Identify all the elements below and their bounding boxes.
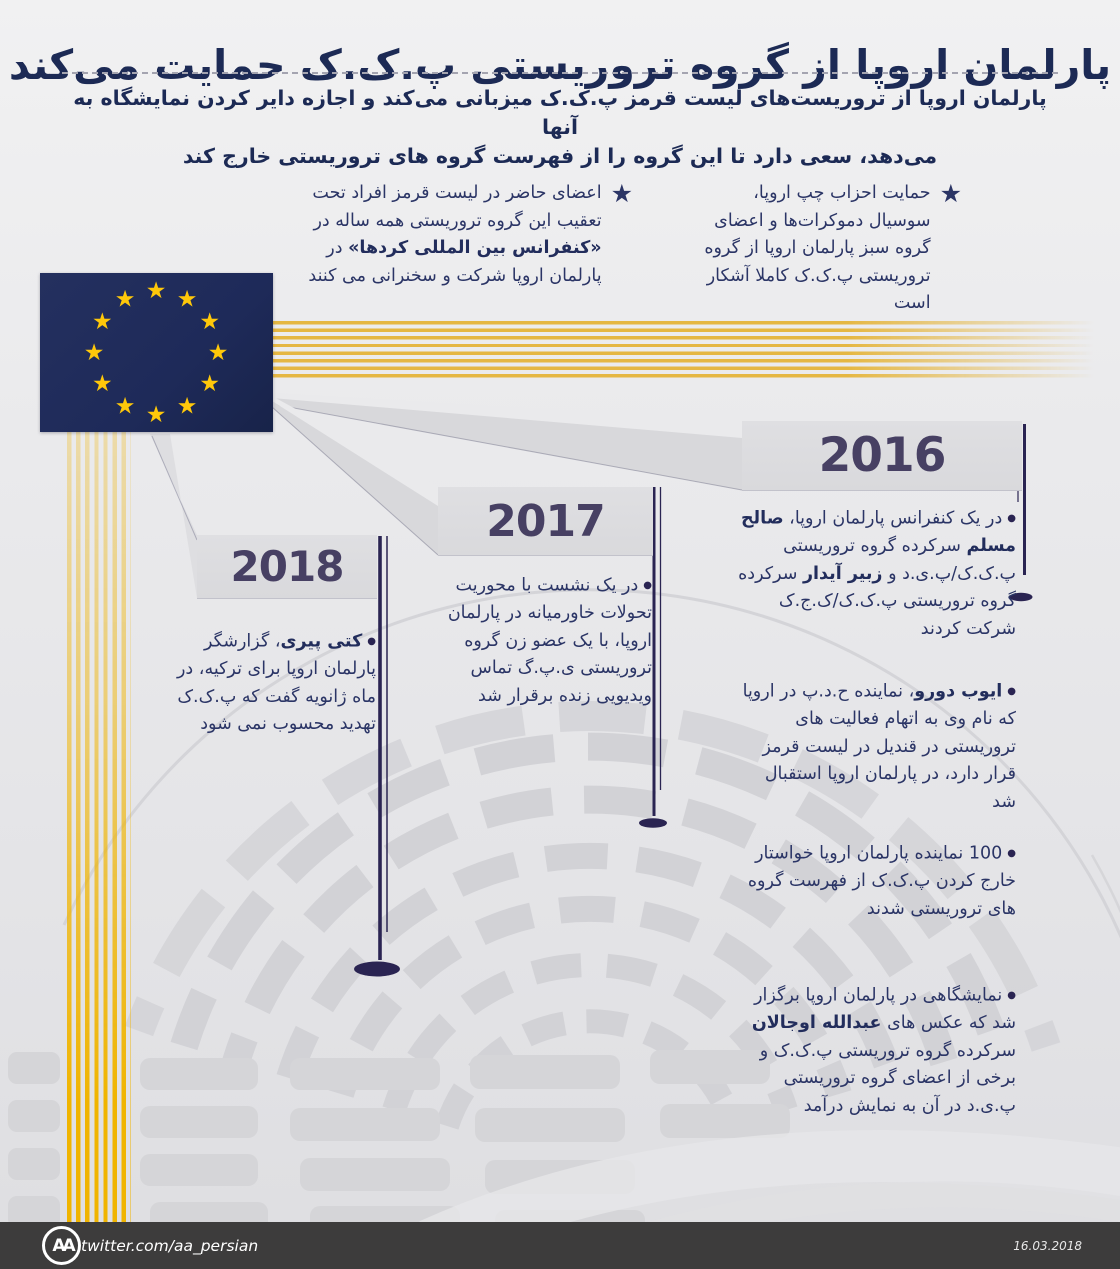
bullet-icon: ● bbox=[367, 636, 376, 647]
star-bullet-icon: ★ bbox=[610, 179, 633, 208]
twitter-handle: twitter.com/aa_persian bbox=[81, 1236, 259, 1255]
anadolu-agency-logo bbox=[42, 1226, 81, 1265]
horizontal-gold-stripes bbox=[272, 321, 1094, 382]
beam-2018 bbox=[150, 434, 197, 598]
eu-flag: ★ ★ ★ ★ ★ ★ ★ ★ ★ ★ ★ ★ bbox=[40, 273, 273, 432]
vertical-gold-stripes bbox=[67, 430, 131, 1222]
publish-date: 16.03.2018 bbox=[1013, 1238, 1082, 1253]
page-title: پارلمان اروپا از گروه تروریستی پ.ک.ک حمایت می‌کند bbox=[8, 41, 1112, 90]
timeline-item-2016-1: ●در یک کنفرانس پارلمان اروپا، صالح مسلم سرکرده گروه تروریستی پ.ک.ک/پ.ی.د و زبیر آیدار سرکرده گروه تروریستی پ.ک.ک/ک.ج.ک شرکت کردند bbox=[738, 508, 1016, 639]
year-box-2016 bbox=[742, 421, 1022, 491]
year-box-2017 bbox=[438, 487, 653, 556]
year-label: 2017 bbox=[486, 495, 605, 547]
bullet-icon: ● bbox=[1007, 990, 1016, 1001]
highlight-text: حمایت احزاب چپ اروپا، سوسیال دموکرات‌ها و اعضای گروه سبز پارلمان اروپا از گروه تروریستی پ.ک.ک کاملا آشکار است bbox=[704, 183, 931, 313]
year-box-2018 bbox=[197, 535, 377, 599]
timeline-item-2016-4: ●نمایشگاهی در پارلمان اروپا برگزار شد که عکس های عبدالله اوجالان سرکرده گروه تروریستی پ.ک.ک و برخی از اعضای گروه تروریستی پ.ی.د در آن به نمایش درآمد bbox=[751, 985, 1016, 1116]
subtitle-line-2: می‌دهد، سعی دارد تا این گروه را از فهرست گروه های تروریستی خارج کند bbox=[182, 144, 938, 168]
timeline-item-2017-1: ●در یک نشست با محوریت تحولات خاورمیانه در پارلمان اروپا، با یک عضو زن گروه تروریستی ی.پ.گ تماس ویدیویی زنده برقرار شد bbox=[447, 575, 652, 706]
year-label: 2018 bbox=[230, 542, 344, 591]
bullet-icon: ● bbox=[643, 580, 652, 591]
footer-bar bbox=[0, 1222, 1120, 1269]
timeline-item-2016-3: ●100 نماینده پارلمان اروپا خواستار خارج کردن پ.ک.ک از فهرست گروه های تروریستی شدند bbox=[747, 843, 1016, 919]
page-subtitle bbox=[60, 84, 1060, 171]
star-bullet-icon: ★ bbox=[939, 179, 962, 208]
highlight-left-parties bbox=[690, 180, 962, 318]
timeline-item-2016-2: ●ایوب دورو، نماینده ح.د.پ در اروپا که نام وی به اتهام فعالیت های تروریستی در قندیل در لیست قرمز قرار دارد، در پارلمان اروپا استقبال شد bbox=[742, 681, 1016, 812]
bullet-icon: ● bbox=[1007, 686, 1016, 697]
bullet-icon: ● bbox=[1007, 848, 1016, 859]
timeline-item-2018-1: ●کتی پیری، گزارشگر پارلمان اروپا برای ترکیه، در ماه ژانویه گفت که پ.ک.ک تهدید محسوب نمی شود bbox=[176, 631, 376, 734]
highlight-text: اعضای حاضر در لیست قرمز افراد تحت تعقیب این گروه تروریستی همه ساله در «کنفرانس بین المللی کردها» در پارلمان اروپا شرکت و سخنرانی می کنند bbox=[308, 183, 602, 286]
subtitle-line-1: پارلمان اروپا از تروریست‌های لیست قرمز پ.ک.ک میزبانی می‌کند و اجازه دایر کردن نمایشگاه به آنها bbox=[73, 86, 1047, 139]
highlight-red-list bbox=[283, 180, 633, 290]
year-label: 2016 bbox=[818, 428, 946, 483]
aa-logo-text: AA bbox=[52, 1235, 73, 1256]
dashed-divider bbox=[62, 72, 1058, 74]
bullet-icon: ● bbox=[1007, 513, 1016, 524]
